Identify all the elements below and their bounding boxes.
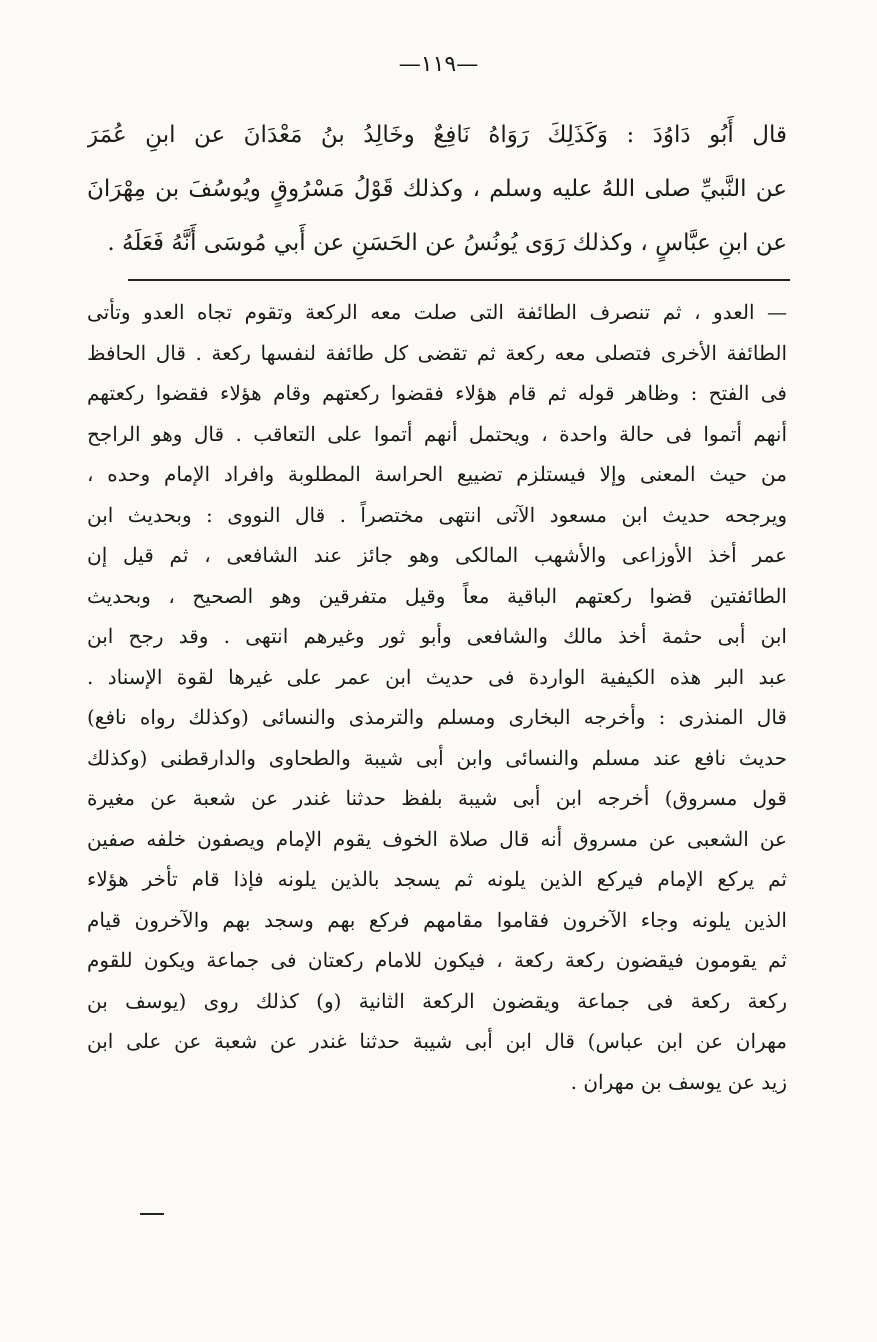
main-text-line: عن النَّبيِّ صلى اللهُ عليه وسلم ، وكذلك قَوْلُ مَسْرُوقٍ ويُوسُفَ بن مِهْرَانَ <box>87 176 787 202</box>
commentary-line: قال المنذرى : وأخرجه البخارى ومسلم والترمذى والنسائى (وكذلك رواه نافع) <box>87 705 787 729</box>
footnote-divider <box>128 279 790 281</box>
commentary-block <box>87 292 787 1102</box>
commentary-line: حديث نافع عند مسلم والنسائى وابن أبى شيبة والطحاوى والدارقطنى (وكذلك <box>87 745 787 770</box>
commentary-line: عبد البر هذه الكيفية الواردة فى حديث ابن عمر على غيرها لقوة الإسناد . <box>87 664 787 689</box>
commentary-line: زيد عن يوسف بن مهران . <box>570 1069 787 1094</box>
commentary-line: ابن أبى حثمة أخذ مالك والشافعى وأبو ثور وغيرهم انتهى . وقد رجح ابن <box>87 624 787 648</box>
commentary-line: ويرجحه حديث ابن مسعود الآتى انتهى مختصراً . قال النووى : وبحديث ابن <box>87 502 787 527</box>
commentary-line: الذين يلونه وجاء الآخرون فقاموا مقامهم فركع بهم وسجد بهم والآخرون قيام <box>87 907 787 932</box>
commentary-line: ركعة ركعة فى جماعة ويقضون الركعة الثانية (و) كذلك روى (يوسف بن <box>87 988 787 1013</box>
main-text-block <box>87 108 787 270</box>
main-text-line: قال أَبُو دَاوُدَ : وَكَذَلِكَ رَوَاهُ نَافِعٌ وخَالِدُ بنُ مَعْدَانَ عن ابنِ عُمَرَ <box>87 122 787 148</box>
commentary-line: ثم يركع الإمام فيركع الذين يلونه ثم يسجد بالذين يلونه فإذا قام تأخر هؤلاء <box>87 867 787 891</box>
commentary-line: — العدو ، ثم تنصرف الطائفة التى صلت معه الركعة وتقوم تجاه العدو وتأتى <box>87 300 787 324</box>
end-dash <box>140 1213 164 1215</box>
commentary-line: الطائفتين قضوا ركعتهم الباقية معاً وقيل متفرقين وهو الصحيح ، وبحديث <box>87 583 787 608</box>
main-text-line: عن ابنِ عبَّاسٍ ، وكذلك رَوَى يُونُسُ عن الحَسَنِ عن أَبي مُوسَى أَنَّهُ فَعَلَهُ . <box>107 230 787 256</box>
page-number: —١١٩— <box>398 52 479 77</box>
commentary-line: الطائفة الأخرى فتصلى معه ركعة ثم تقضى كل طائفة لنفسها ركعة . قال الحافظ <box>87 340 787 365</box>
commentary-line: عن الشعبى عن مسروق أنه قال صلاة الخوف يقوم الإمام ويصفون خلفه صفين <box>87 826 787 851</box>
commentary-line: فى الفتح : وظاهر قوله ثم قام هؤلاء فقضوا ركعتهم وقام هؤلاء فقضوا ركعتهم <box>87 381 787 405</box>
commentary-line: ثم يقومون فيقضون ركعة ركعة ، فيكون للامام ركعتان فى جماعة ويكون للقوم <box>87 948 787 972</box>
commentary-line: من حيث المعنى وإلا فيستلزم تضييع الحراسة المطلوبة وافراد الإمام وحده ، <box>87 462 787 486</box>
commentary-line: قول مسروق) أخرجه ابن أبى شيبة بلفظ حدثنا غندر عن شعبة عن مغيرة <box>87 786 787 810</box>
commentary-line: مهران عن ابن عباس) قال ابن أبى شيبة حدثنا غندر عن شعبة عن على ابن <box>87 1029 787 1053</box>
commentary-line: أنهم أتموا فى حالة واحدة ، ويحتمل أنهم أتموا على التعاقب . قال وهو الراجح <box>87 421 787 446</box>
commentary-line: عمر أخذ الأوزاعى والأشهب المالكى وهو جائز عند الشافعى ، ثم قيل إن <box>87 543 787 567</box>
